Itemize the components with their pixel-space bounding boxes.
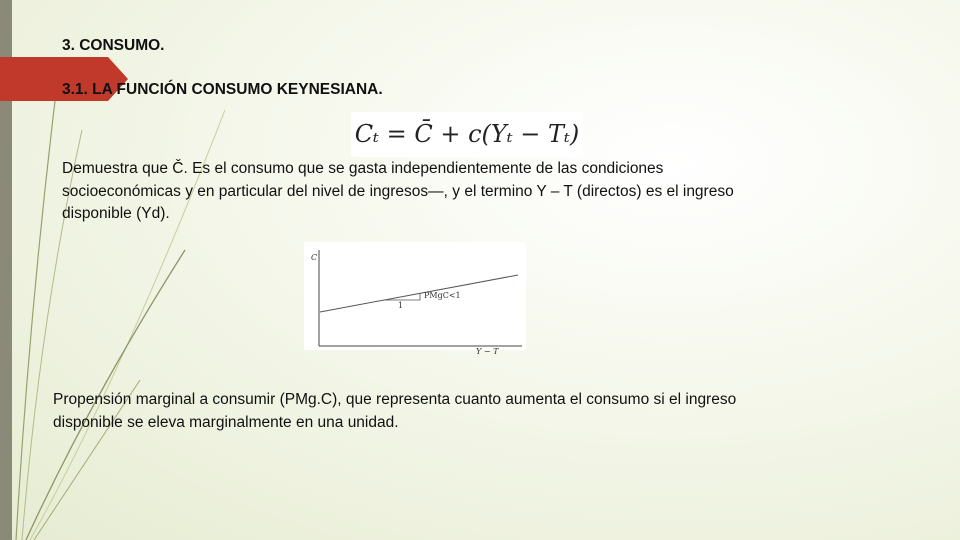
formula-explanation: Demuestra que Č. Es el consumo que se gasta independientemente de las condiciones socioeconómicas y en particular del nivel de ingresos—, y el termino Y – T (directos) es el ingreso disponible (Yd).: [62, 160, 734, 222]
consumption-formula: Cₜ = C̄ + c(Yₜ − Tₜ): [354, 120, 580, 148]
x-axis-label: Y − T: [476, 347, 499, 356]
subsection-title: 3.1. LA FUNCIÓN CONSUMO KEYNESIANA.: [62, 81, 383, 98]
run-label: 1: [398, 301, 404, 310]
chart-svg: [304, 242, 526, 358]
marginal-propensity-text: Propensión marginal a consumir (PMg.C), que representa cuanto aumenta el consumo si el ingreso disponible se eleva marginalmente en una unidad.: [53, 391, 737, 431]
section-title: 3. CONSUMO.: [62, 37, 165, 54]
y-axis-label: C: [311, 253, 318, 262]
slope-label: PMgC<1: [424, 291, 461, 300]
consumption-chart: [304, 242, 526, 356]
consumption-line: [320, 275, 518, 312]
formula-image: [351, 112, 583, 157]
